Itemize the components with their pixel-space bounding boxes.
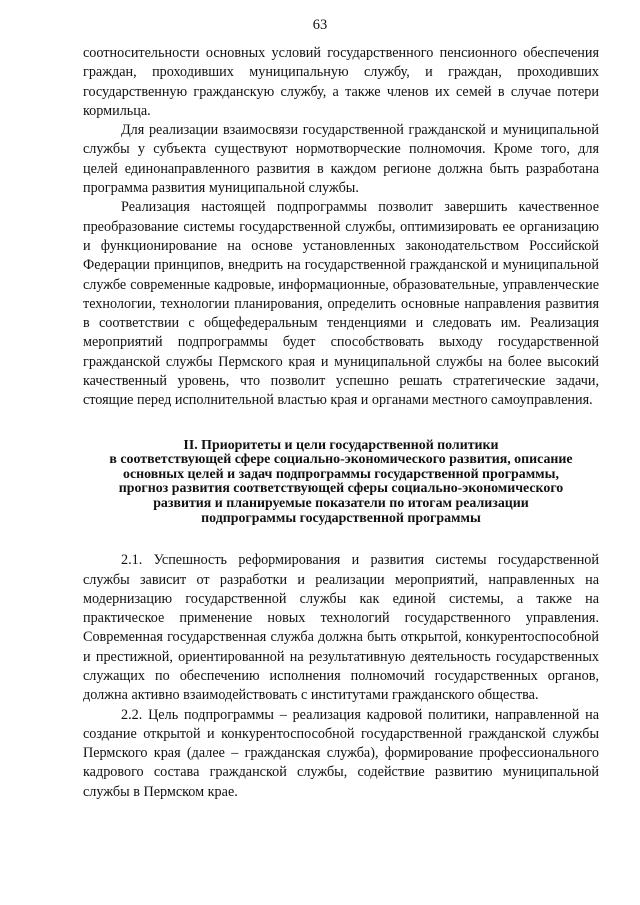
section-heading-line: развития и планируемые показатели по итогам реализации bbox=[153, 496, 529, 512]
paragraph-2-1: 2.1. Успешность реформирования и развития системы государственной службы зависит от разработки и реализации мероприятий, направленных на модернизацию государственной службы как единой системы, а также на практическое применение новых технологий государственного управления. Современная государственная служба должна быть открытой, конкурентоспособной и престижной, ориентированной на результативную деятельность государственных служащих по обеспечению исполнения полномочий государственных органов, должна активно взаимодействовать с институтами гражданского общества. bbox=[83, 552, 599, 704]
paragraph-subprogram-implementation: Реализация настоящей подпрограммы позволит завершить качественное преобразование системы государственной службы, оптимизировать ее организацию и функционирование на основе установленных законодательством Российской Федерации принципов, внедрить на государственной гражданской и муниципальной службе современные кадровые, информационные, образовательные, управленческие технологии, технологии планирования, определить основные направления развития в соответствии с общефедеральным тенденциями и следовать им. Реализация мероприятий подпрограммы будет способствовать выходу государственной гражданской службы Пермского края и муниципальной службы на более высокий качественный уровень, что позволит успешно решать стратегические задачи, стоящие перед исполнительной властью края и органами местного самоуправления. bbox=[83, 199, 599, 409]
section-heading-line: II. Приоритеты и цели государственной политики bbox=[183, 437, 499, 453]
page-content bbox=[83, 44, 599, 802]
paragraph-2-2: 2.2. Цель подпрограммы – реализация кадровой политики, направленной на создание открытой и конкурентоспособной государственной гражданской службы Пермского края (далее – гражданская служба), формирование профессионального кадрового состава гражданской службы, содействие развитию муниципальной службы в Пермском крае. bbox=[83, 706, 599, 800]
section-heading bbox=[83, 439, 599, 527]
paragraph-interrelation: Для реализации взаимосвязи государственной гражданской и муниципальной службы у субъекта существуют нормотворческие полномочия. Кроме того, для целей единонаправленного развития в каждом регионе должна быть разработана программа развития муниципальной службы. bbox=[83, 122, 599, 197]
section-heading-line: в соответствующей сфере социально-экономического развития, описание bbox=[109, 452, 573, 468]
paragraph-pension-continuation: соотносительности основных условий государственного пенсионного обеспечения граждан, проходивших муниципальную службу, и граждан, проходивших государственную гражданскую службу, а также членов их семей в случае потери кормильца. bbox=[83, 45, 599, 119]
section-heading-line: подпрограммы государственной программы bbox=[201, 510, 481, 526]
page-number: 63 bbox=[312, 17, 328, 33]
section-heading-line: основных целей и задач подпрограммы государственной программы, bbox=[123, 466, 559, 482]
section-heading-line: прогноз развития соответствующей сферы социально-экономического bbox=[118, 481, 564, 497]
